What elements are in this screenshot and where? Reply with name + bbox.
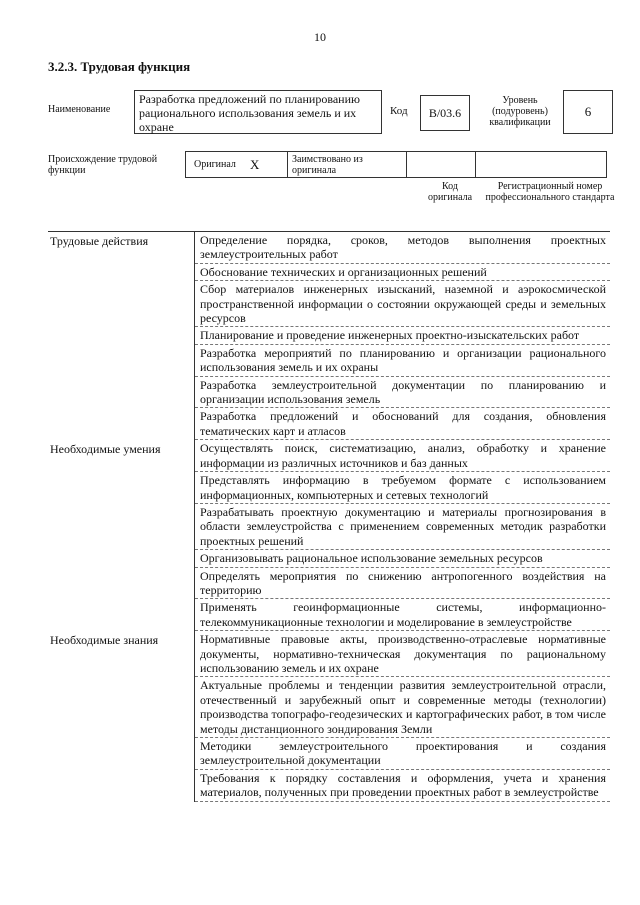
origin-row bbox=[186, 151, 607, 178]
list-item: Осуществлять поиск, систематизацию, анализ, обработку и хранение информации из различных источников и баз данных bbox=[195, 440, 610, 472]
original-mark: X bbox=[250, 157, 260, 172]
list-item: Организовывать рациональное использование земельных ресурсов bbox=[195, 550, 610, 567]
list-item: Актуальные проблемы и тенденции развития землеустроительной отрасли, отечественный и зарубежный опыт и современные методы (технологии) производства топографо-геодезических и картографических работ, в том числе методы дистанционного зондирования Земли bbox=[195, 677, 610, 738]
list-item: Разрабатывать проектную документацию и материалы прогнозирования в области землеустройства с применением современных методик разработки проектных решений bbox=[195, 504, 610, 550]
group-label: Необходимые знания bbox=[48, 631, 195, 801]
list-item: Методики землеустроительного проектирования и создания землеустроительной документации bbox=[195, 738, 610, 770]
page-number: 10 bbox=[314, 30, 326, 44]
group-label: Необходимые умения bbox=[48, 440, 195, 631]
list-item: Разработка предложений и обоснований для создания, обновления тематических карт и атласов bbox=[195, 408, 610, 440]
name-label: Наименование bbox=[48, 104, 111, 115]
code-box: B/03.6 bbox=[420, 95, 470, 131]
list-item: Нормативные правовые акты, производственно-отраслевые нормативные документы, нормативно-техническая документация по рациональному использованию земель и их охране bbox=[195, 631, 610, 677]
list-item: Требования к порядку составления и оформления, учета и хранения материалов, полученных при проведении проектных работ в землеустройстве bbox=[195, 770, 610, 802]
list-item: Планирование и проведение инженерных проектно-изыскательских работ bbox=[195, 327, 610, 344]
registration-number-cell bbox=[475, 151, 607, 178]
group-label: Трудовые действия bbox=[48, 232, 195, 440]
borrowed-cell: Заимствовано из оригинала bbox=[287, 151, 407, 178]
list-item: Представлять информацию в требуемом формате с использованием информационных, компьютерных и сетевых технологий bbox=[195, 472, 610, 504]
section-title: 3.2.3. Трудовая функция bbox=[48, 59, 191, 74]
function-table bbox=[48, 231, 610, 802]
group-required-knowledge bbox=[48, 631, 610, 801]
code-label: Код bbox=[390, 105, 408, 117]
function-name-box: Разработка предложений по планированию рационального использования земель и их охране bbox=[134, 90, 382, 134]
original-code-cell bbox=[406, 151, 476, 178]
list-item: Сбор материалов инженерных изысканий, наземной и аэрокосмической пространственной информации о состоянии окружающей среды и земельных ресурсов bbox=[195, 281, 610, 327]
group-required-skills bbox=[48, 440, 610, 631]
list-item: Разработка мероприятий по планированию и организации рационального использования земель и их охраны bbox=[195, 345, 610, 377]
original-label: Оригинал bbox=[194, 159, 236, 170]
list-item: Обоснование технических и организационных решений bbox=[195, 264, 610, 281]
original-cell bbox=[185, 151, 288, 178]
original-code-caption: Код оригинала bbox=[427, 181, 473, 203]
registration-number-caption: Регистрационный номер профессионального стандарта bbox=[485, 181, 615, 203]
list-item: Применять геоинформационные системы, информационно-телекоммуникационные технологии и моделирование в землеустройстве bbox=[195, 599, 610, 631]
qualification-level-label: Уровень (подуровень) квалификации bbox=[489, 95, 551, 128]
qualification-level-box: 6 bbox=[563, 90, 613, 134]
list-item: Определять мероприятия по снижению антропогенного воздействия на территорию bbox=[195, 568, 610, 600]
list-item: Разработка землеустроительной документации по планированию и организации использования земель bbox=[195, 377, 610, 409]
origin-label: Происхождение трудовой функции bbox=[48, 154, 158, 176]
group-labor-actions bbox=[48, 232, 610, 440]
list-item: Определение порядка, сроков, методов выполнения проектных землеустроительных работ bbox=[195, 232, 610, 264]
